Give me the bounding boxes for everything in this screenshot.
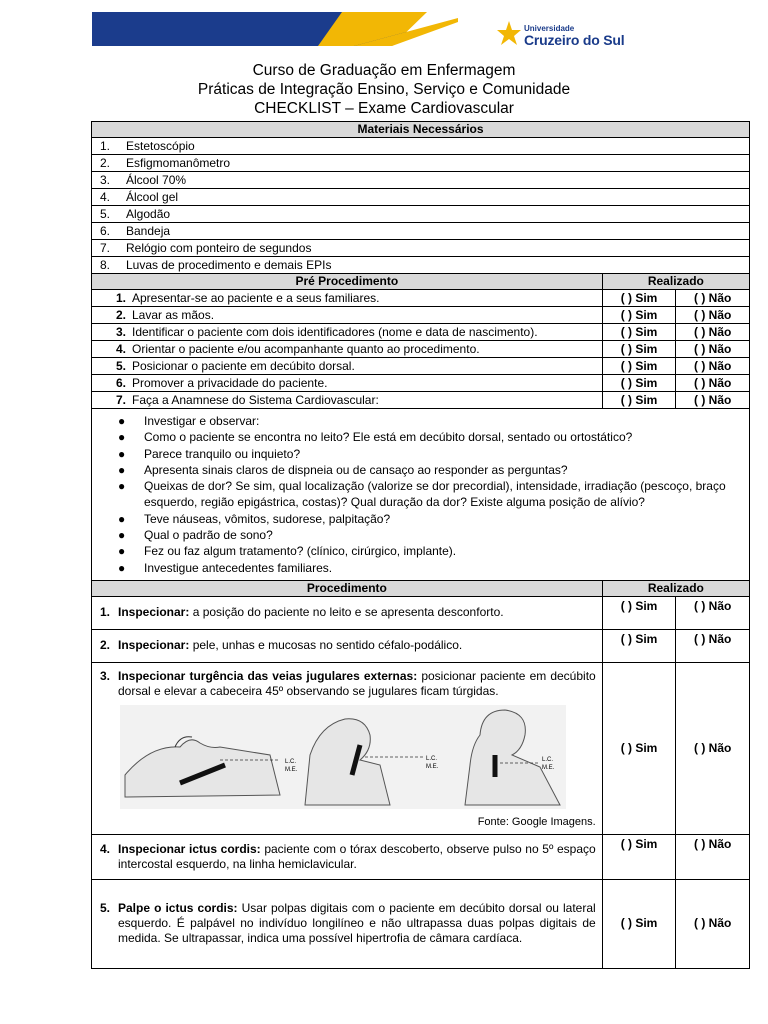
procedure-heading: Procedimento bbox=[92, 580, 603, 596]
materials-heading: Materiais Necessários bbox=[92, 122, 750, 138]
checklist-table bbox=[91, 121, 750, 969]
step-text: Lavar as mãos. bbox=[132, 307, 215, 322]
item-number: 2. bbox=[115, 307, 126, 322]
list-item bbox=[92, 155, 750, 172]
step-text: Orientar o paciente e/ou acompanhante quanto ao procedimento. bbox=[132, 341, 480, 356]
material-text: Bandeja bbox=[126, 223, 171, 238]
anamnese-text: Investigar e observar: bbox=[144, 414, 260, 428]
sim-checkbox[interactable]: ( ) Sim bbox=[602, 834, 676, 879]
step-title: Inspecionar: bbox=[118, 638, 190, 653]
figure-label: L.C. bbox=[285, 758, 297, 765]
anamnese-text: Queixas de dor? Se sim, qual localização (valorize se dor precordial), intensidade, irradiação (pescoço, braço esquerdo, região epigástrica, costas)? Qual duração da dor? Existe alguma posição de alívio? bbox=[144, 479, 726, 510]
sim-checkbox[interactable]: ( ) Sim bbox=[602, 307, 676, 324]
jugular-illustration bbox=[120, 705, 566, 813]
item-number: 1. bbox=[100, 138, 111, 153]
header-banner bbox=[92, 12, 458, 46]
logo-university-label: Universidade bbox=[524, 24, 575, 33]
item-number: 8. bbox=[100, 257, 111, 272]
item-number: 1. bbox=[115, 290, 126, 305]
nao-checkbox[interactable]: ( ) Não bbox=[676, 290, 750, 307]
anamnese-text: Apresenta sinais claros de dispneia ou de cansaço ao responder as perguntas? bbox=[144, 462, 568, 477]
list-item: ● Apresenta sinais claros de dispneia ou de cansaço ao responder as perguntas? bbox=[118, 462, 568, 477]
step-text: Posicionar o paciente em decúbito dorsal. bbox=[132, 358, 355, 373]
anamnese-text: Como o paciente se encontra no leito? Ele está em decúbito dorsal, sentado ou ortostático? bbox=[144, 430, 633, 445]
sim-checkbox[interactable]: ( ) Sim bbox=[602, 879, 676, 968]
step-text: posicionar paciente em decúbito dorsal e elevar a cabeceira 45º observando se jugulares ficam túrgidas. bbox=[118, 668, 596, 698]
list-item bbox=[92, 223, 750, 240]
sim-checkbox[interactable]: ( ) Sim bbox=[602, 629, 676, 662]
item-number: 4. bbox=[100, 189, 111, 204]
item-number: 5. bbox=[100, 901, 111, 916]
sim-checkbox[interactable]: ( ) Sim bbox=[602, 324, 676, 341]
item-number: 5. bbox=[115, 358, 126, 373]
done-heading: Realizado bbox=[602, 580, 749, 596]
pre-procedure-header bbox=[92, 274, 750, 290]
material-text: Álcool 70% bbox=[126, 172, 187, 187]
step-title: Inspecionar ictus cordis: bbox=[118, 841, 261, 856]
list-item: ● Parece tranquilo ou inquieto? bbox=[118, 446, 301, 461]
nao-checkbox[interactable]: ( ) Não bbox=[676, 629, 750, 662]
list-item: ● Como o paciente se encontra no leito? Ele está em decúbito dorsal, sentado ou ortostático? bbox=[118, 430, 633, 445]
table-row bbox=[92, 662, 750, 834]
sim-checkbox[interactable]: ( ) Sim bbox=[602, 392, 676, 409]
anamnese-text: Teve náuseas, vômitos, sudorese, palpitação? bbox=[144, 511, 391, 526]
list-item: ● Queixas de dor? Se sim, qual localização (valorize se dor precordial), intensidade, irradiação (pescoço, braço esquerdo, região epigástrica, costas)? Qual duração da dor? Existe alguma posição de alívio? bbox=[118, 479, 726, 510]
list-item: ● Investigar e observar: bbox=[118, 414, 260, 428]
table-row bbox=[92, 307, 750, 324]
anamnese-list bbox=[92, 409, 749, 580]
material-text: Esfigmomanômetro bbox=[126, 155, 231, 170]
sim-checkbox[interactable]: ( ) Sim bbox=[602, 290, 676, 307]
list-item bbox=[92, 257, 750, 274]
item-number: 3. bbox=[100, 668, 111, 683]
title-course: Curso de Graduação em Enfermagem bbox=[252, 62, 516, 79]
nao-checkbox[interactable]: ( ) Não bbox=[676, 341, 750, 358]
nao-checkbox[interactable]: ( ) Não bbox=[676, 596, 750, 629]
nao-checkbox[interactable]: ( ) Não bbox=[676, 307, 750, 324]
item-number: 6. bbox=[115, 375, 126, 390]
figure-label: L.C. bbox=[542, 756, 554, 763]
sim-checkbox[interactable]: ( ) Sim bbox=[602, 341, 676, 358]
material-text: Algodão bbox=[126, 206, 171, 221]
item-number: 4. bbox=[100, 841, 111, 856]
list-item: ● Teve náuseas, vômitos, sudorese, palpitação? bbox=[118, 511, 391, 526]
list-item: ● Fez ou faz algum tratamento? (clínico, cirúrgico, implante). bbox=[118, 544, 457, 559]
table-row bbox=[92, 324, 750, 341]
item-number: 4. bbox=[115, 341, 126, 356]
list-item bbox=[92, 172, 750, 189]
anamnese-text: Parece tranquilo ou inquieto? bbox=[144, 446, 301, 461]
list-item bbox=[92, 240, 750, 257]
step-title: Inspecionar: bbox=[118, 605, 190, 620]
table-row bbox=[92, 834, 750, 879]
anamnese-text: Fez ou faz algum tratamento? (clínico, cirúrgico, implante). bbox=[144, 544, 457, 559]
list-item: ● Qual o padrão de sono? bbox=[118, 528, 273, 543]
list-item bbox=[92, 138, 750, 155]
list-item: ● Investigue antecedentes familiares. bbox=[118, 560, 333, 575]
item-number: 5. bbox=[100, 206, 111, 221]
done-heading: Realizado bbox=[602, 274, 749, 290]
nao-checkbox[interactable]: ( ) Não bbox=[676, 662, 750, 834]
table-row bbox=[92, 596, 750, 629]
anamnese-row bbox=[92, 409, 750, 581]
sim-checkbox[interactable]: ( ) Sim bbox=[602, 358, 676, 375]
material-text: Estetoscópio bbox=[126, 138, 195, 153]
table-row bbox=[92, 341, 750, 358]
star-icon bbox=[496, 20, 522, 46]
nao-checkbox[interactable]: ( ) Não bbox=[676, 834, 750, 879]
figure-source: Fonte: Google Imagens. bbox=[477, 815, 596, 828]
table-row bbox=[92, 629, 750, 662]
table-row bbox=[92, 375, 750, 392]
step-title: Inspecionar turgência das veias jugulares externas: bbox=[118, 668, 418, 683]
item-number: 6. bbox=[100, 223, 111, 238]
sim-checkbox[interactable]: ( ) Sim bbox=[602, 596, 676, 629]
sim-checkbox[interactable]: ( ) Sim bbox=[602, 662, 676, 834]
material-text: Relógio com ponteiro de segundos bbox=[126, 240, 312, 255]
item-number: 3. bbox=[115, 324, 126, 339]
step-text: a posição do paciente no leito e se apresenta desconforto. bbox=[189, 605, 504, 620]
item-number: 2. bbox=[100, 155, 111, 170]
table-row bbox=[92, 392, 750, 409]
university-logo bbox=[496, 18, 636, 52]
jugular-drawing bbox=[120, 705, 566, 809]
step-text: pele, unhas e mucosas no sentido céfalo-podálico. bbox=[189, 638, 463, 653]
title-checklist: CHECKLIST – Exame Cardiovascular bbox=[254, 100, 514, 117]
item-number: 7. bbox=[115, 392, 126, 407]
nao-checkbox[interactable]: ( ) Não bbox=[676, 324, 750, 341]
table-row bbox=[92, 879, 750, 968]
figure-label: M.E. bbox=[285, 766, 298, 773]
logo-university-name: Cruzeiro do Sul bbox=[524, 32, 625, 48]
materials-header bbox=[92, 122, 750, 138]
table-row bbox=[92, 290, 750, 307]
anamnese-text: Investigue antecedentes familiares. bbox=[144, 560, 333, 575]
pre-procedure-heading: Pré Procedimento bbox=[92, 274, 603, 290]
item-number: 1. bbox=[100, 605, 111, 620]
figure-label: M.E. bbox=[426, 763, 439, 770]
figure-label: M.E. bbox=[542, 764, 555, 771]
document-title bbox=[0, 61, 768, 118]
step-title: Palpe o ictus cordis: bbox=[118, 901, 238, 916]
procedure-header bbox=[92, 580, 750, 596]
step-text: Promover a privacidade do paciente. bbox=[132, 375, 328, 390]
nao-checkbox[interactable]: ( ) Não bbox=[676, 375, 750, 392]
step-text: Identificar o paciente com dois identificadores (nome e data de nascimento). bbox=[132, 324, 538, 339]
list-item bbox=[92, 206, 750, 223]
step-text: Faça a Anamnese do Sistema Cardiovascular: bbox=[132, 392, 379, 407]
nao-checkbox[interactable]: ( ) Não bbox=[676, 879, 750, 968]
anamnese-text: Qual o padrão de sono? bbox=[144, 528, 273, 543]
list-item bbox=[92, 189, 750, 206]
nao-checkbox[interactable]: ( ) Não bbox=[676, 392, 750, 409]
item-number: 2. bbox=[100, 638, 111, 653]
material-text: Álcool gel bbox=[126, 189, 179, 204]
sim-checkbox[interactable]: ( ) Sim bbox=[602, 375, 676, 392]
step-text: paciente com o tórax descoberto, observe pulso no 5º espaço intercostal esquerdo, na linha hemiclavicular. bbox=[118, 841, 596, 871]
table-row bbox=[92, 358, 750, 375]
step-text: Apresentar-se ao paciente e a seus familiares. bbox=[132, 290, 380, 305]
step-text: Usar polpas digitais com o paciente em decúbito dorsal ou lateral esquerdo. É palpável no indivíduo longilíneo e não ultrapassa duas polpas digitais de medida. Se ultrapassar, indica uma possível hipertrofia de câmara cardíaca. bbox=[118, 901, 596, 946]
item-number: 7. bbox=[100, 240, 111, 255]
figure-label: L.C. bbox=[426, 755, 438, 762]
nao-checkbox[interactable]: ( ) Não bbox=[676, 358, 750, 375]
item-number: 3. bbox=[100, 172, 111, 187]
material-text: Luvas de procedimento e demais EPIs bbox=[126, 257, 332, 272]
title-discipline: Práticas de Integração Ensino, Serviço e Comunidade bbox=[197, 81, 571, 98]
